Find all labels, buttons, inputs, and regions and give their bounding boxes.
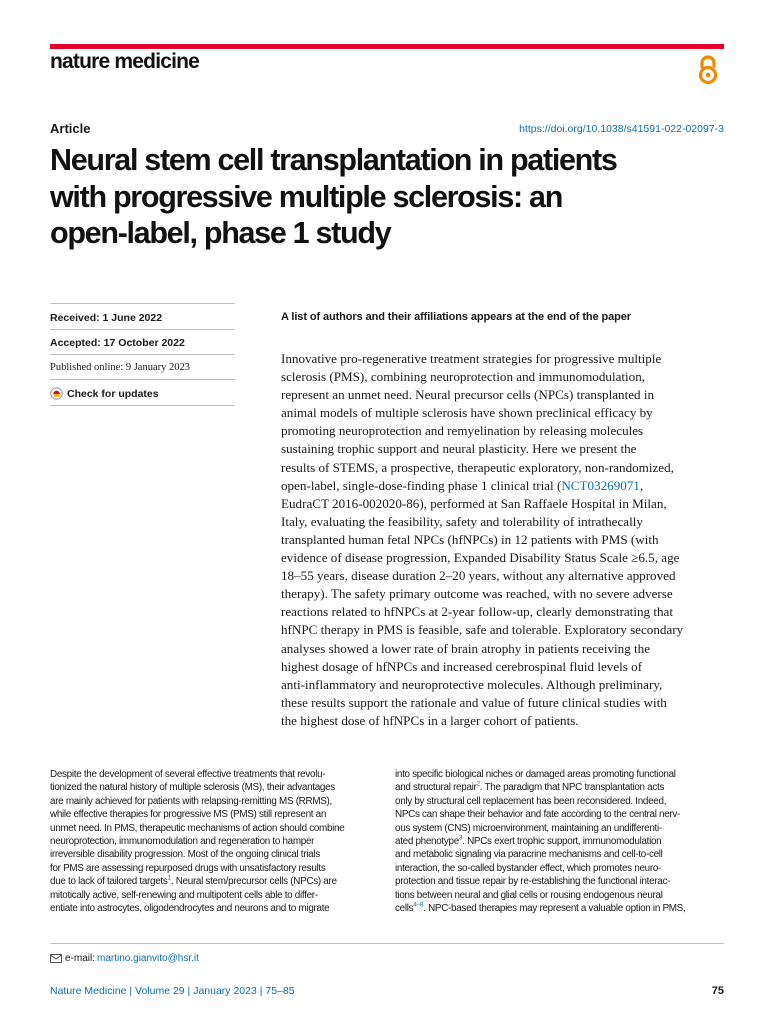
body-line (50, 875, 380, 888)
abstract-line: evidence of disease progression, Expanded Disability Status Scale ≥6.5, age (281, 550, 680, 566)
body-line: NPCs can shape their behavior and fate according to the central nerv- (395, 809, 681, 821)
abstract-line: animal models of multiple sclerosis have shown preclinical efficacy by (281, 405, 653, 421)
body-text: . NPC-based therapies may represent a valuable option in PMS, (423, 903, 686, 915)
title-line: Neural stem cell transplantation in patients (50, 143, 617, 177)
body-line: into specific biological niches or damaged areas promoting functional (395, 769, 676, 780)
abstract-line: sustaining trophic support and neural plasticity. Here we present the (281, 441, 637, 457)
title-line: open-label, phase 1 study (50, 216, 391, 250)
envelope-icon (50, 954, 62, 963)
body-line: mitotically active, self-renewing and multipotent cells able to differ- (50, 889, 318, 901)
abstract-line: results of STEMS, a prospective, therapeutic exploratory, non-randomized, (281, 459, 674, 475)
meta-divider (50, 405, 235, 406)
abstract-line: the highest dose of hfNPCs in a larger cohort of patients. (281, 712, 579, 728)
email-label: e-mail: (65, 953, 96, 964)
meta-divider (50, 329, 235, 330)
check-for-updates-button[interactable] (50, 387, 159, 400)
body-line: unmet need. In PMS, therapeutic mechanisms of action should combine (50, 822, 345, 834)
title-line: with progressive multiple sclerosis: an (50, 179, 563, 214)
check-for-updates-icon (50, 387, 63, 400)
body-line: are mainly achieved for patients with relapsing-remitting MS (RRMS), (50, 795, 332, 807)
reference-link[interactable]: 4–8 (413, 901, 424, 909)
article-type: Article (50, 121, 91, 136)
body-line: and metabolic signaling via paracrine mechanisms and cell-to-cell (395, 849, 663, 861)
correspondence (50, 953, 199, 964)
page-number: 75 (711, 985, 724, 997)
abstract-line: Innovative pro-regenerative treatment strategies for progressive multiple (281, 351, 662, 366)
abstract-line: sclerosis (PMS), combining neuroprotection and immunomodulation, (281, 369, 646, 385)
abstract-line-with-trial (281, 477, 721, 495)
abstract (281, 350, 721, 730)
abstract-line: Italy, evaluating the feasibility, safety and tolerability of intrathecally (281, 513, 643, 529)
body-line: protection and tissue repair by re-establishing the functional interac- (395, 876, 671, 888)
body-line (395, 835, 725, 848)
accepted-date: Accepted: 17 October 2022 (50, 337, 185, 349)
meta-divider (50, 354, 235, 355)
received-date: Received: 1 June 2022 (50, 312, 163, 324)
body-line: only by structural cell replacement has been reconsidered. Indeed, (395, 795, 667, 807)
footer-citation[interactable]: Nature Medicine | Volume 29 | January 2023 | 75–85 (50, 985, 295, 997)
body-line (395, 902, 725, 915)
body-text: due to lack of tailored targets (50, 876, 168, 888)
reference-link[interactable]: 3 (458, 834, 463, 842)
abstract-line: represent an unmet need. Neural precursor cells (NPCs) transplanted in (281, 387, 655, 403)
abstract-line: promoting neuroprotection and remyelination by releasing molecules (281, 423, 644, 439)
published-date: Published online: 9 January 2023 (50, 362, 190, 373)
abstract-line: hfNPC therapy in PMS is feasible, safe and tolerable. Exploratory secondary (281, 622, 684, 638)
body-line: tions between neural and glial cells or rousing endogenous neural (395, 889, 663, 901)
open-access-icon (696, 54, 720, 86)
body-text: . NPCs exert trophic support, immunomodulation (462, 836, 662, 848)
body-line: irreversible disability progression. Most of the ongoing clinical trials (50, 849, 320, 861)
doi-link[interactable]: https://doi.org/10.1038/s41591-022-02097-3 (519, 123, 724, 135)
abstract-line: analyses showed a lower rate of brain atrophy in patients receiving the (281, 640, 651, 656)
abstract-line: reactions related to hfNPCs at 2-year follow-up, clearly demonstrating that (281, 604, 673, 620)
check-for-updates-label: Check for updates (67, 387, 159, 400)
body-text: and structural repair (395, 782, 477, 794)
abstract-text: open-label, single-dose-finding phase 1 clinical trial ( (281, 477, 562, 493)
trial-registration-link[interactable]: NCT03269071 (561, 477, 640, 493)
body-line: tionized the natural history of multiple sclerosis (MS), their advantages (50, 782, 335, 794)
body-line: neuroprotection, immunomodulation and regeneration to hamper (50, 836, 315, 848)
meta-divider (50, 379, 235, 380)
body-text: ated phenotype (395, 836, 459, 848)
email-link[interactable]: martino.gianvito@hsr.it (97, 953, 199, 964)
body-line (395, 781, 725, 794)
reference-link[interactable]: 2 (476, 781, 480, 789)
body-text: . The paradigm that NPC transplantation acts (479, 782, 665, 794)
footer-divider (50, 943, 724, 944)
body-text: cells (395, 903, 414, 915)
journal-name[interactable]: nature medicine (50, 50, 200, 73)
abstract-line: transplanted human fetal NPCs (hfNPCs) in 12 patients with PMS (with (281, 531, 659, 547)
body-line: Despite the development of several effective treatments that revolu- (50, 769, 326, 780)
abstract-line: 18–55 years, disease duration 2–20 years, without any alternative approved (281, 568, 676, 584)
journal-top-bar (50, 44, 724, 49)
abstract-line: EudraCT 2016-002020-86), performed at San Raffaele Hospital in Milan, (281, 495, 667, 511)
abstract-line: therapy). The safety primary outcome was reached, with no severe adverse (281, 586, 673, 602)
body-column-left (50, 768, 380, 915)
body-line: while effective therapies for progressive MS (PMS) still represent an (50, 809, 327, 821)
abstract-line: anti-inflammatory and neuroprotective molecules. Although preliminary, (281, 676, 663, 692)
meta-divider (50, 303, 235, 304)
body-line: ous system (CNS) microenvironment, maintaining an undifferenti- (395, 822, 662, 834)
authors-note: A list of authors and their affiliations appears at the end of the paper (281, 311, 631, 323)
article-title (50, 142, 724, 252)
reference-link[interactable]: 1 (167, 874, 171, 882)
abstract-line: highest dosage of hfNPCs and increased cerebrospinal fluid levels of (281, 658, 643, 674)
abstract-line: these results support the rationale and value of future clinical studies with (281, 694, 667, 710)
abstract-text: , (639, 477, 644, 493)
body-column-right (395, 768, 725, 915)
body-text: . Neural stem/precursor cells (NPCs) are (170, 876, 337, 888)
body-line: for PMS are assessing repurposed drugs with unsatisfactory results (50, 862, 326, 874)
body-line: interaction, the so-called bystander effect, which promotes neuro- (395, 862, 661, 874)
body-line: entiate into astrocytes, oligodendrocytes and neurons and to migrate (50, 903, 330, 915)
